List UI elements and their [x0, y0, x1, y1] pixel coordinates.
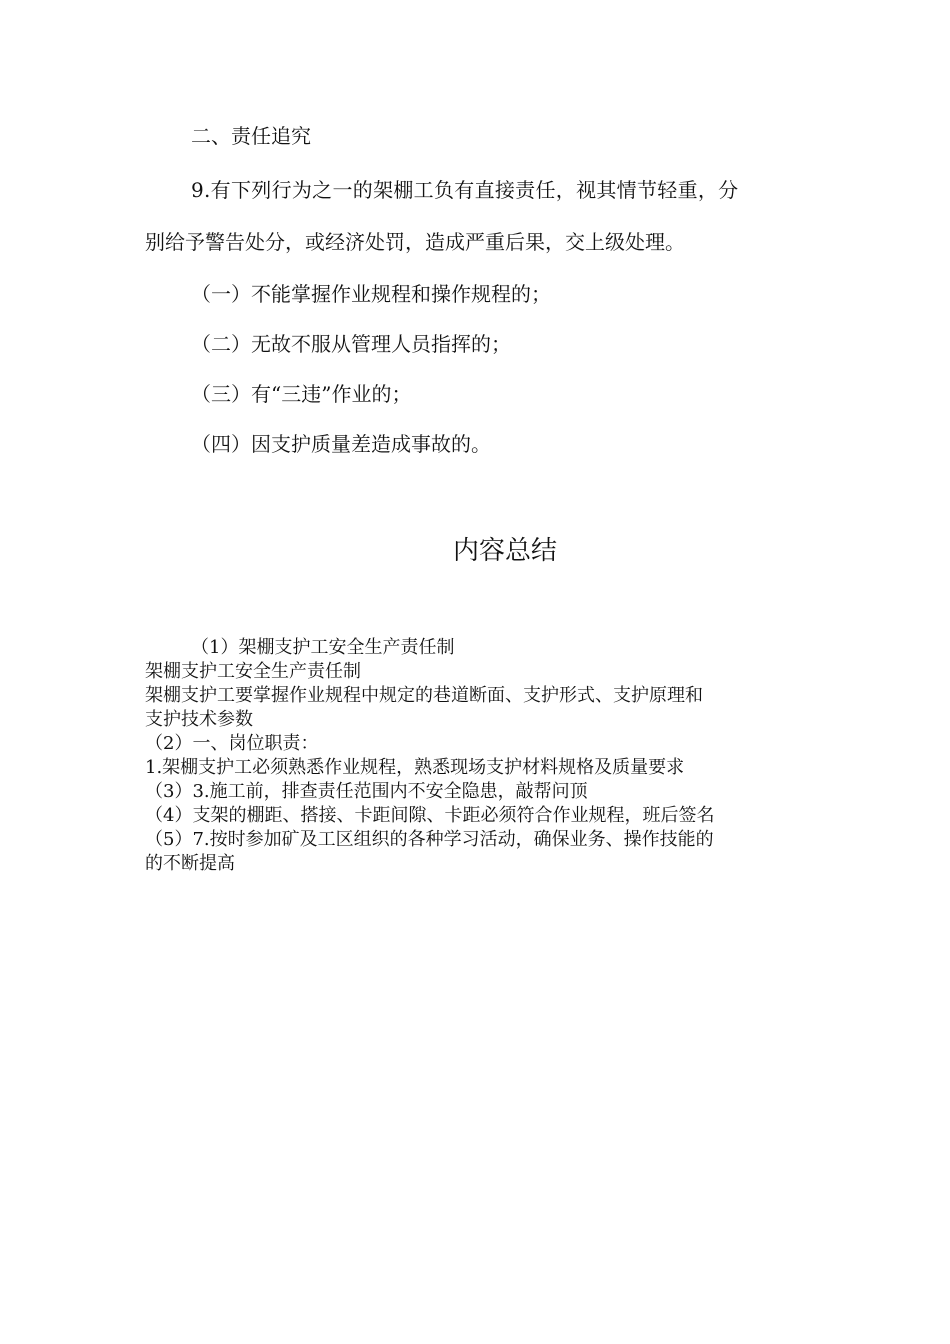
clause-9-line-1: 9.有下列行为之一的架棚工负有直接责任，视其情节轻重，分 [191, 178, 739, 202]
summary-line: （5）7.按时参加矿及工区组织的各种学习活动，确保业务、操作技能的 [145, 829, 714, 850]
list-item: （一）不能掌握作业规程和操作规程的； [191, 282, 551, 306]
summary-line: 架棚支护工安全生产责任制 [145, 661, 361, 682]
summary-line: （3）3.施工前，排查责任范围内不安全隐患，敲帮问顶 [145, 781, 588, 802]
summary-line: （1）架棚支护工安全生产责任制 [191, 637, 455, 658]
summary-title: 内容总结 [452, 536, 557, 566]
summary-block [145, 636, 810, 876]
summary-line: 的不断提高 [145, 853, 235, 874]
list-item: （三）有“三违”作业的； [191, 382, 412, 406]
summary-line: 架棚支护工要掌握作业规程中规定的巷道断面、支护形式、支护原理和 [145, 685, 703, 706]
clause-9-line-2: 别给予警告处分，或经济处罚，造成严重后果，交上级处理。 [145, 230, 685, 254]
summary-line: （2）一、岗位职责： [145, 733, 319, 754]
list-item: （四）因支护质量差造成事故的。 [191, 432, 491, 456]
section-heading: 二、责任追究 [191, 124, 311, 148]
summary-line: 支护技术参数 [145, 709, 253, 730]
summary-line: （4）支架的棚距、搭接、卡距间隙、卡距必须符合作业规程，班后签名 [145, 805, 715, 826]
list-item: （二）无故不服从管理人员指挥的； [191, 332, 511, 356]
summary-line: 1.架棚支护工必须熟悉作业规程，熟悉现场支护材料规格及质量要求 [145, 757, 685, 778]
